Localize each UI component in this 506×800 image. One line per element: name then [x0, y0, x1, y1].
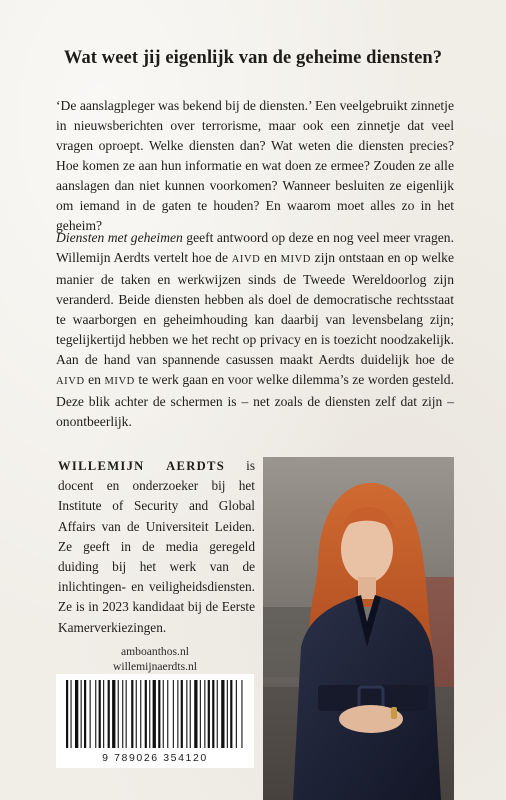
barcode-stripe — [99, 680, 101, 748]
barcode-stripe — [167, 680, 168, 748]
barcode-stripe — [103, 680, 104, 748]
author-bio-text: is docent en onderzoeker bij het Institute of Security and Global Affairs van de Universiteit Leiden. Ze geeft in de media geregeld duiding bij het werk van de inlichtingen- en veiligheidsdiensten. Ze is in 2023 kandidaat bij de Eerste Kamerverkiezingen. — [58, 458, 255, 635]
intro-paragraph: ‘De aanslagpleger was bekend bij de diensten.’ Een veelgebruikt zinnetje in nieuwsberichten over terrorisme, maar ook een zinnetje dat veel vragen oproept. Welke diensten dan? Wat weten die diensten precies? Hoe komen ze aan hun informatie en wat doen ze ermee? Zouden ze alle aanslagen dan niet kunnen voorkomen? Wanneer besluiten ze eigenlijk om iemand in de gaten te houden? En waarom moet alles zo in het geheim? — [56, 98, 454, 233]
author-photo — [263, 457, 454, 800]
back-cover-heading: Wat weet jij eigenlijk van de geheime diensten? — [63, 48, 443, 68]
barcode-stripe — [112, 680, 115, 748]
author-url: willemijnaerdts.nl — [112, 659, 198, 673]
barcode-stripe — [241, 680, 242, 748]
barcode-stripe — [153, 680, 156, 748]
barcode-stripe — [163, 680, 164, 748]
barcode-stripe — [186, 680, 187, 748]
barcode-stripe — [236, 680, 237, 748]
barcode-stripe — [158, 680, 160, 748]
barcode-stripe — [190, 680, 191, 748]
barcode-stripe — [177, 680, 178, 748]
barcode-stripe — [212, 680, 214, 748]
barcode-stripe — [221, 680, 224, 748]
description-text-2: zijn ontstaan en op welke manier de taken en werkwijzen sinds de Tweede Wereldoorlog zijn veranderd. Beide diensten hebben als doel de democratische rechtsstaat te waarborgen en geheimhouding kan daarbij van levensbelang zijn; tegelijkertijd hebben we het recht op privacy en is toezicht noodzakelijk. Aan de hand van spannende casussen maakt Aerdts duidelijk hoe de — [56, 250, 454, 367]
barcode-stripe — [140, 680, 141, 748]
publisher-url: amboanthos.nl — [121, 645, 189, 658]
description-paragraph — [56, 228, 454, 432]
book-title: Diensten met geheimen — [56, 230, 183, 245]
author-bio — [58, 456, 255, 638]
barcode-stripe — [208, 680, 210, 748]
barcode-stripe — [149, 680, 150, 748]
barcode-stripe — [84, 680, 86, 748]
description-and-2: en — [84, 372, 105, 387]
isbn-barcode — [56, 674, 254, 768]
mivd-abbr-2: MIVD — [104, 376, 135, 387]
barcode-stripe — [118, 680, 119, 748]
aivd-abbr: AIVD — [231, 254, 261, 265]
aivd-abbr-2: AIVD — [56, 376, 85, 387]
barcode-stripe — [200, 680, 201, 748]
barcode-stripe — [131, 680, 133, 748]
author-portrait-illustration — [263, 457, 454, 800]
barcode-stripe — [230, 680, 232, 748]
barcode-stripe — [136, 680, 137, 748]
barcode-stripe — [71, 680, 72, 748]
barcode-stripe — [173, 680, 174, 748]
barcode-stripe — [126, 680, 127, 748]
barcode-stripe — [204, 680, 205, 748]
barcode-stripe — [227, 680, 228, 748]
description-text-1: geeft antwoord op deze en nog veel meer vragen. Willemijn Aerdts vertelt hoe de — [56, 230, 454, 265]
author-name: WILLEMIJN AERDTS — [58, 459, 226, 473]
barcode-stripe — [66, 680, 68, 748]
barcode-bars — [64, 680, 246, 750]
barcode-stripe — [75, 680, 78, 748]
website-links — [56, 645, 254, 674]
barcode-stripe — [145, 680, 147, 748]
barcode-stripe — [95, 680, 96, 748]
mivd-abbr: MIVD — [280, 254, 311, 265]
isbn-number: 9 789026 354120 — [102, 752, 208, 764]
barcode-stripe — [181, 680, 183, 748]
barcode-stripe — [194, 680, 197, 748]
barcode-stripe — [108, 680, 110, 748]
description-and-1: en — [260, 250, 281, 265]
barcode-stripe — [217, 680, 218, 748]
description-text-3: te werk gaan en voor welke dilemma’s ze worden gesteld. Deze blik achter de schermen is – net zoals de diensten zelf dat zijn – onontbeerlijk. — [56, 372, 454, 429]
barcode-stripe — [81, 680, 82, 748]
barcode-stripe — [122, 680, 123, 748]
barcode-stripe — [90, 680, 91, 748]
